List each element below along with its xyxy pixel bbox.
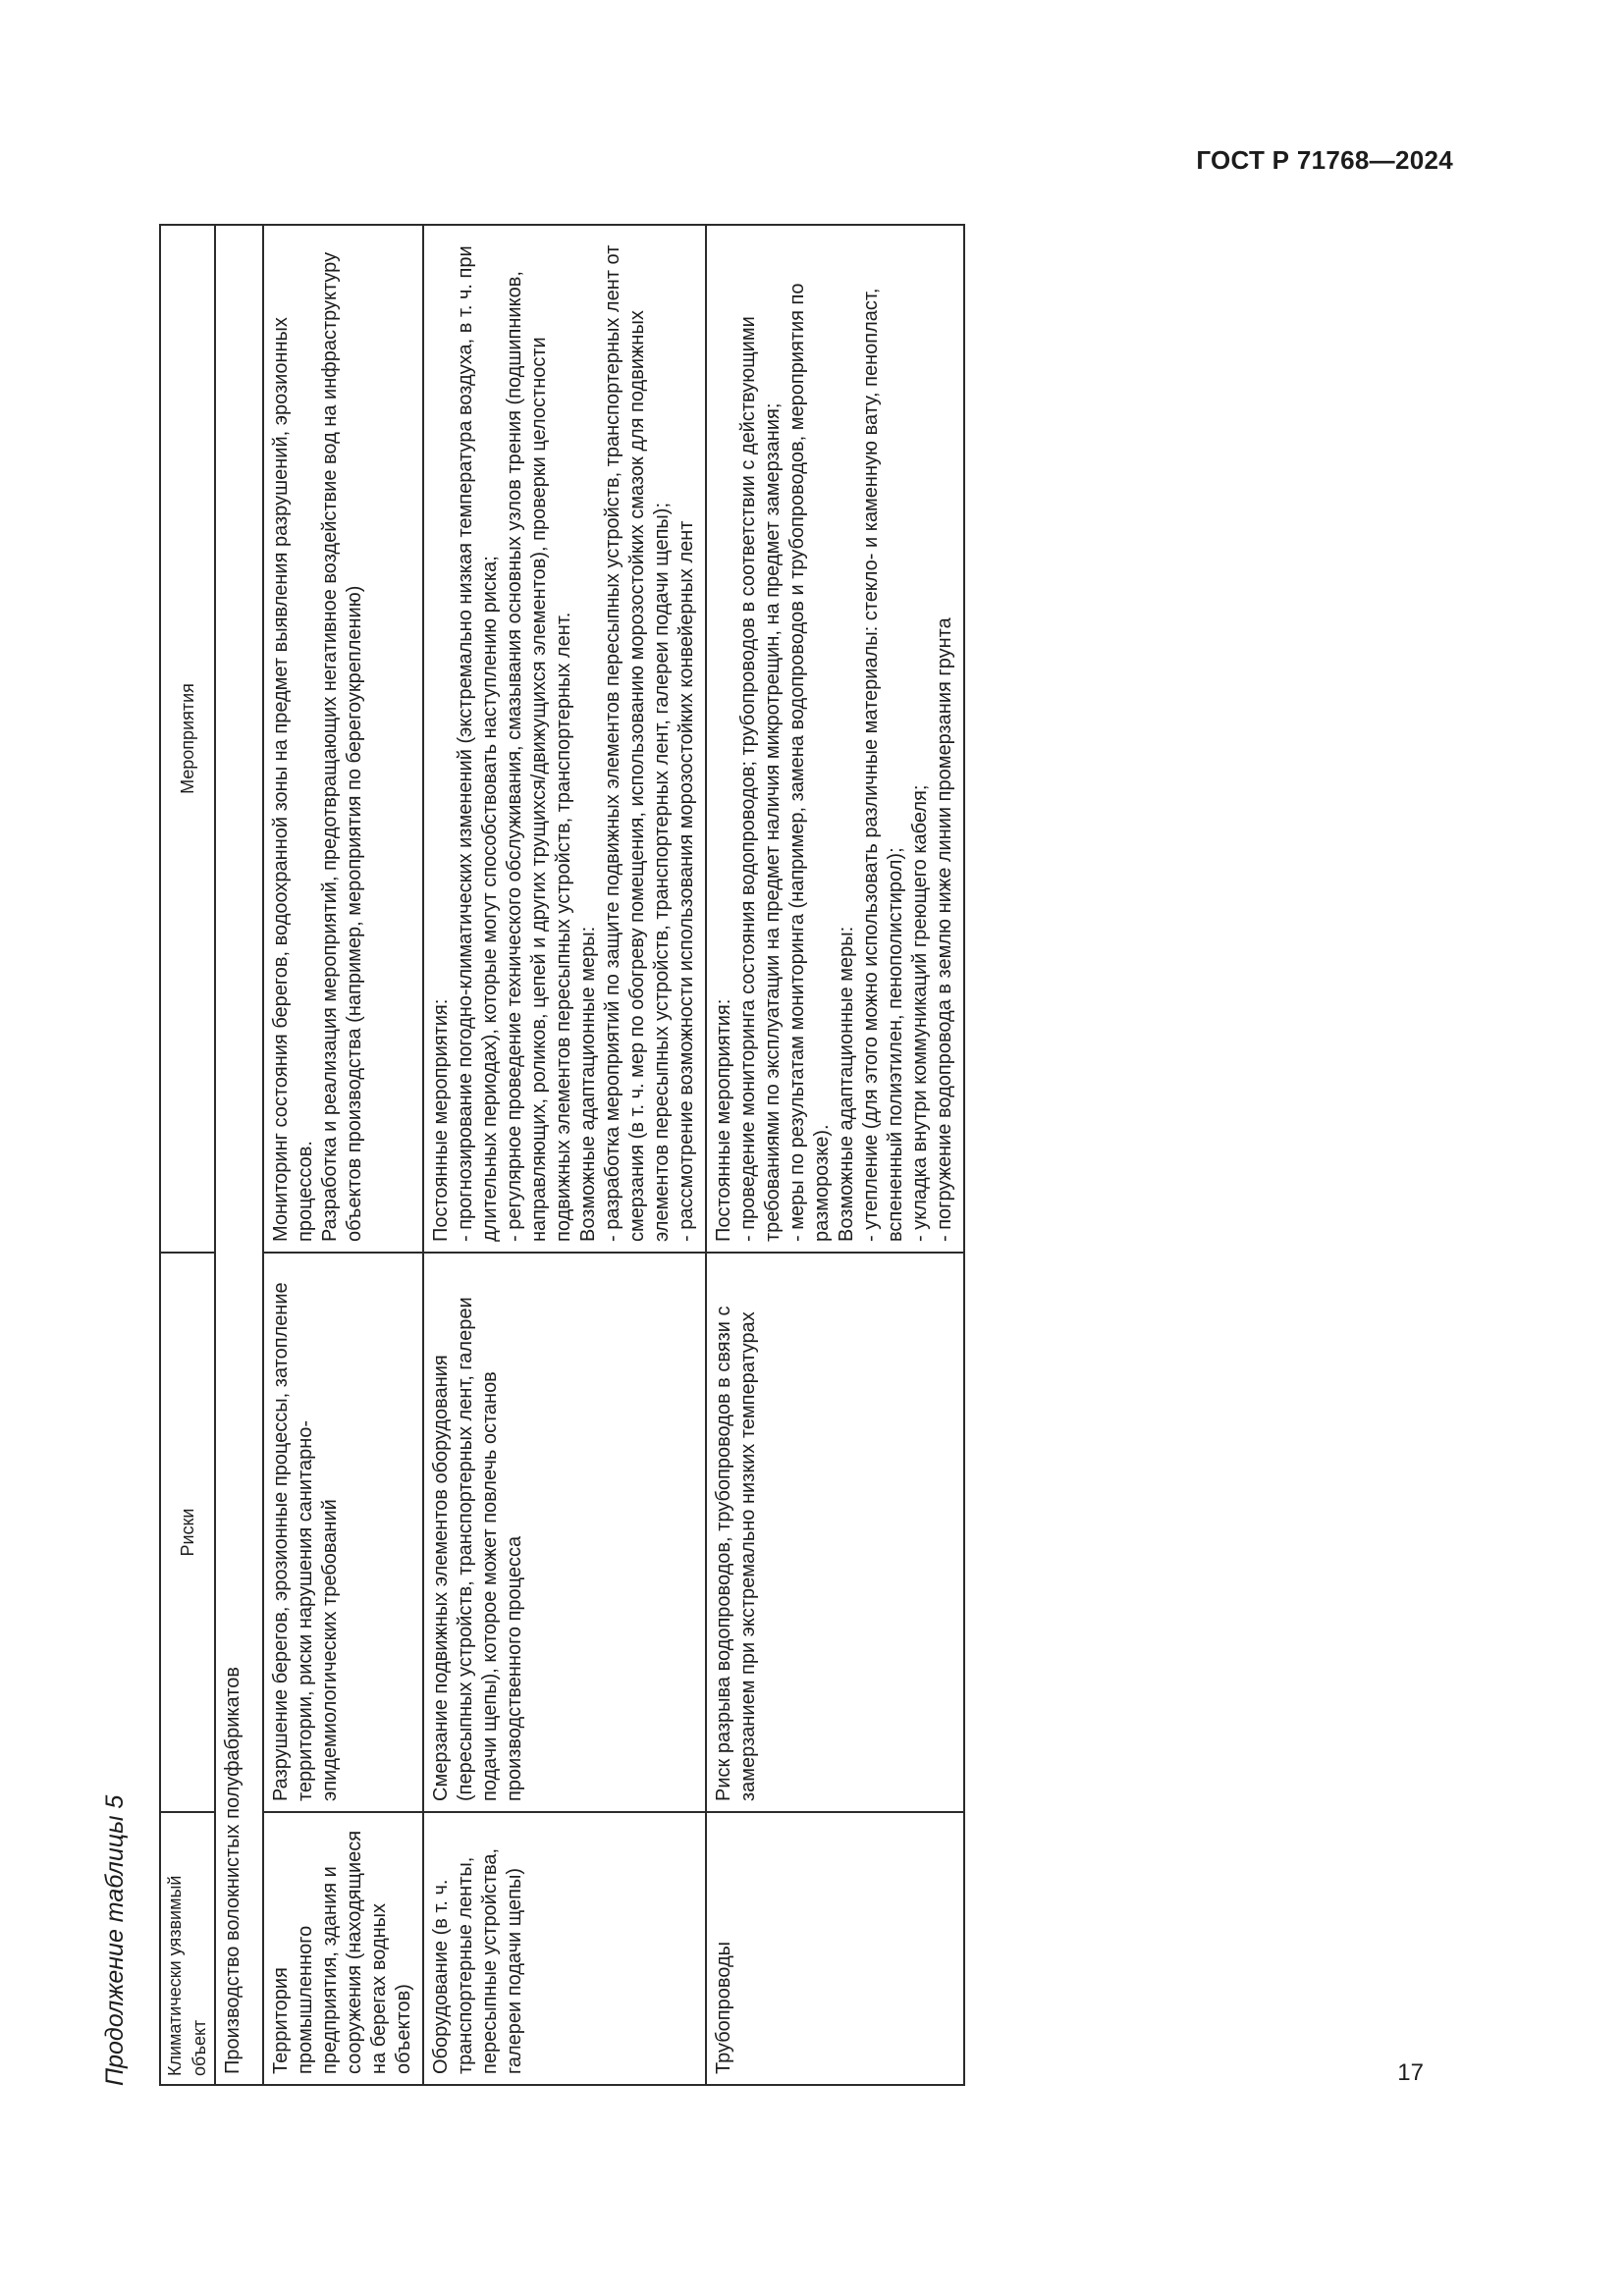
row-object: Территория промышленного предприятия, здания и сооружения (находящиеся на берегах водных объектов) — [263, 1812, 423, 2085]
row-measures — [423, 225, 706, 1253]
document-code: ГОСТ Р 71768—2024 — [1196, 145, 1453, 175]
row-risks: Риск разрыва водопроводов, трубопроводов в связи с замерзанием при экстремально низких температурах — [706, 1253, 964, 1812]
header-object: Климатически уязвимый объект — [160, 1812, 215, 2085]
measure-line: Возможные адаптационные меры: — [577, 926, 599, 1242]
table-section-row — [215, 225, 263, 2085]
table-row — [263, 225, 423, 2085]
row-risks: Разрушение берегов, эрозионные процессы, затопление территории, риски нарушения санитарно-эпидемиологических требований — [263, 1253, 423, 1812]
measure-line: Разработка и реализация мероприятий, предотвращающих негативное воздействие вод на инфраструктуру объектов производства (например, мероприятия по берегоукреплению) — [319, 251, 365, 1242]
row-object: Трубопроводы — [706, 1812, 964, 2085]
table-row — [706, 225, 964, 2085]
page-number: 17 — [1397, 2059, 1424, 2086]
measure-line: Мониторинг состояния берегов, водоохранной зоны на предмет выявления разрушений, эрозионных процессов. — [270, 317, 316, 1242]
section-title: Производство волокнистых полуфабрикатов — [215, 225, 263, 2085]
rotated-table-area — [98, 113, 1237, 2086]
row-object: Оборудование (в т. ч. транспортерные ленты, пересыпные устройства, галереи подачи щепы) — [423, 1812, 706, 2085]
measure-line: - прогнозирование погодно-климатических изменений (экстремально низкая температура воздуха, в т. ч. при длительных периодах), которые могут способствовать наступлению риска; — [455, 245, 501, 1242]
measure-line: Возможные адаптационные меры: — [836, 926, 857, 1242]
measure-line: Постоянные мероприятия: — [430, 998, 452, 1242]
row-risks: Смерзание подвижных элементов оборудования (пересыпных устройств, транспортерных лент, галереи подачи щепы), которое может повлечь останов производственного процесса — [423, 1253, 706, 1812]
row-measures — [263, 225, 423, 1253]
risks-table — [159, 224, 965, 2086]
row-measures — [706, 225, 964, 1253]
table-row — [423, 225, 706, 2085]
header-risks: Риски — [160, 1253, 215, 1812]
measure-line: Постоянные мероприятия: — [713, 998, 734, 1242]
measure-line: - погружение водопровода в землю ниже линии промерзания грунта — [934, 617, 955, 1242]
measure-line: - меры по результатам мониторинга (например, замена водопроводов и трубопроводов, мероприятия по разморозке). — [786, 283, 833, 1242]
measure-line: - утепление (для этого можно использовать различные материалы: стекло- и каменную вату, пенопласт, вспененный полиэтилен, пенополистирол); — [860, 288, 906, 1242]
measure-line: - укладка внутри коммуникаций греющего кабеля; — [909, 784, 931, 1242]
header-measures: Мероприятия — [160, 225, 215, 1253]
measure-line: - рассмотрение возможности использования морозостойких конвейерных лент — [676, 520, 697, 1242]
table-header-row — [160, 225, 215, 2085]
measure-line: - регулярное проведение технического обслуживания, смазывания основных узлов трения (подшипников, направляющих, роликов, цепей и других трущихся/движущихся элементов), проверки целостности подвижных элементов пересыпных устройств, транспортерных лент. — [504, 271, 574, 1242]
measure-line: - проведение мониторинга состояния водопроводов; трубопроводов в соответствии с действующими требованиями по эксплуатации на предмет наличия микротрещин, на предмет замерзания; — [737, 316, 784, 1242]
measure-line: - разработка мероприятий по защите подвижных элементов пересыпных устройств, транспортерных лент от смерзания (в т. ч. мер по обогреву помещения, использованию морозостойких смазок для подвижных элементов пересыпных устройств, транспортерных лент, галереи подачи щепы); — [602, 244, 673, 1242]
table-caption: Продолжение таблицы 5 — [101, 1794, 129, 2086]
